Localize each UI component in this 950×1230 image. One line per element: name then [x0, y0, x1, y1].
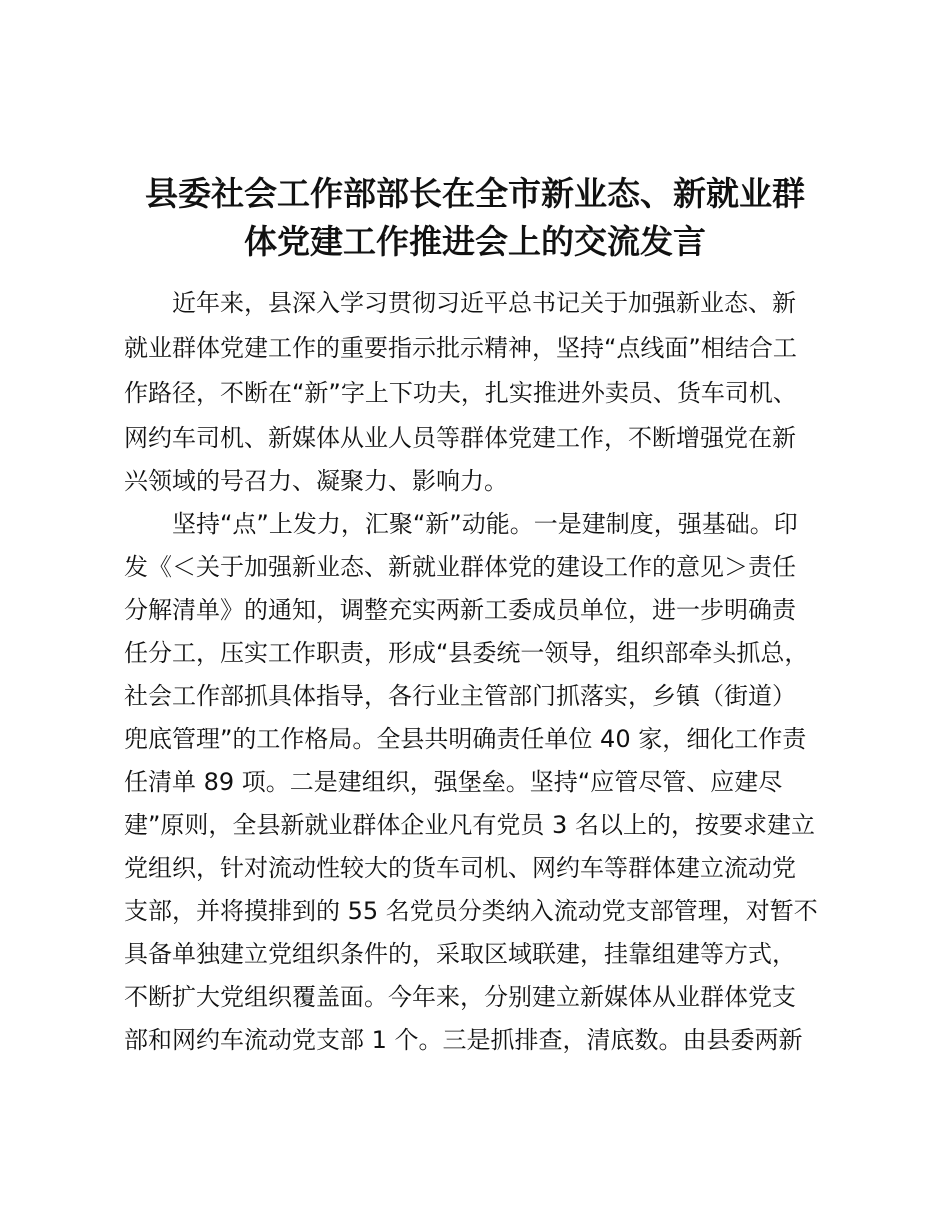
paragraph-1-line-1: 近年来，县深入学习贯彻习近平总书记关于加强新业态、新 — [172, 289, 796, 317]
paragraph-2-line-10: 支部，并将摸排到的 55 名党员分类纳入流动党支部管理，对暂不 — [124, 897, 818, 925]
paragraph-2-line-1: 坚持“点”上发力，汇聚“新”动能。一是建制度，强基础。印 — [172, 510, 798, 538]
paragraph-2-line-11: 具备单独建立党组织条件的，采取区域联建，挂靠组建等方式， — [124, 940, 796, 968]
paragraph-2-line-8: 建”原则，全县新就业群体企业凡有党员 3 名以上的，按要求建立 — [124, 811, 815, 839]
paragraph-2-line-3: 分解清单》的通知，调整充实两新工委成员单位，进一步明确责 — [124, 596, 796, 624]
title-line-2: 体党建工作推进会上的交流发言 — [244, 222, 706, 261]
paragraph-2-line-2: 发《＜关于加强新业态、新就业群体党的建设工作的意见＞责任 — [124, 553, 796, 581]
paragraph-1-line-5: 兴领域的号召力、凝聚力、影响力。 — [124, 467, 508, 495]
paragraph-2-line-5: 社会工作部抓具体指导，各行业主管部门抓落实，乡镇（街道） — [124, 682, 796, 710]
paragraph-2-line-12: 不断扩大党组织覆盖面。今年来，分别建立新媒体从业群体党支 — [124, 983, 796, 1011]
paragraph-2-line-7: 任清单 89 项。二是建组织，强堡垒。坚持“应管尽管、应建尽 — [124, 768, 783, 796]
paragraph-1-line-4: 网约车司机、新媒体从业人员等群体党建工作，不断增强党在新 — [124, 424, 796, 452]
paragraph-1-line-3: 作路径，不断在“新”字上下功夫，扎实推进外卖员、货车司机、 — [124, 379, 797, 407]
paragraph-2-line-4: 任分工，压实工作职责，形成“县委统一领导，组织部牵头抓总， — [124, 639, 809, 667]
paragraph-2-line-9: 党组织，针对流动性较大的货车司机、网约车等群体建立流动党 — [124, 854, 796, 882]
paragraph-2-line-13: 部和网约车流动党支部 1 个。三是抓排查，清底数。由县委两新 — [124, 1026, 803, 1054]
paragraph-1-line-2: 就业群体党建工作的重要指示批示精神，坚持“点线面”相结合工 — [124, 334, 797, 362]
title-line-1: 县委社会工作部部长在全市新业态、新就业群 — [145, 174, 805, 213]
paragraph-2-line-6: 兜底管理”的工作格局。全县共明确责任单位 40 家，细化工作责 — [124, 725, 807, 753]
